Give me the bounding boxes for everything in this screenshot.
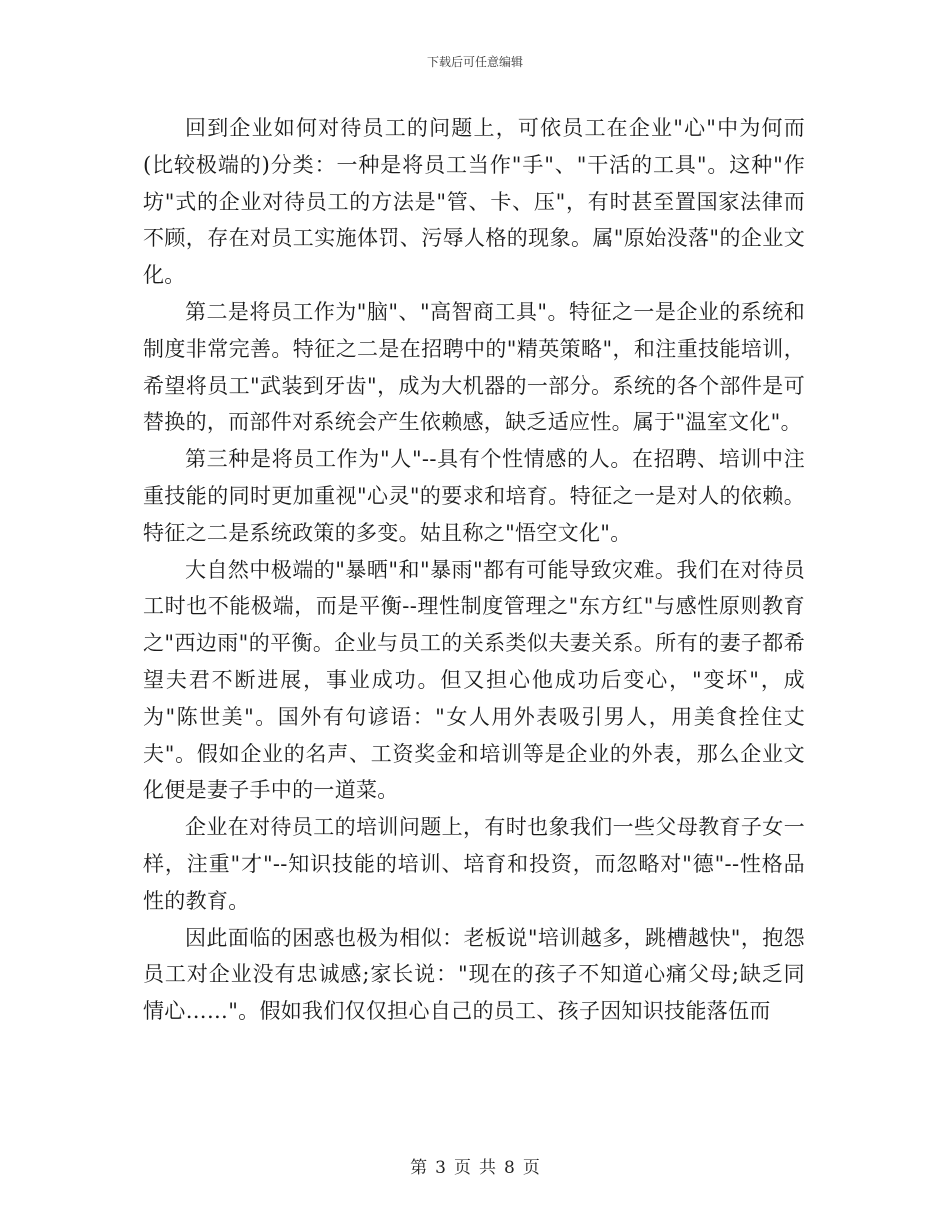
- footer-suffix: 页: [522, 1158, 540, 1178]
- document-body: [143, 110, 805, 1030]
- paragraph-3: 第三种是将员工作为"人"--具有个性情感的人。在招聘、培训中注重技能的同时更加重视"心灵"的要求和培育。特征之一是对人的依赖。特征之二是系统政策的多变。姑且称之"悟空文化"。: [143, 447, 805, 545]
- paragraph-1: 回到企业如何对待员工的问题上，可依员工在企业"心"中为何而(比较极端的)分类：一种是将员工当作"手"、"干活的工具"。这种"作坊"式的企业对待员工的方法是"管、卡、压"，有时甚至置国家法律而不顾，存在对员工实施体罚、污辱人格的现象。属"原始没落"的企业文化。: [143, 116, 805, 288]
- total-pages-number: 8: [504, 1158, 515, 1178]
- footer-total-word: 共: [479, 1158, 496, 1178]
- paragraph-2: 第二是将员工作为"脑"、"高智商工具"。特征之一是企业的系统和制度非常完善。特征之二是在招聘中的"精英策略"，和注重技能培训，希望将员工"武装到牙齿"，成为大机器的一部分。系统的各个部件是可替换的，而部件对系统会产生依赖感，缺乏适应性。属于"温室文化"。: [143, 299, 805, 435]
- page-footer: [0, 1153, 950, 1178]
- current-page-number: 3: [435, 1158, 446, 1178]
- footer-page-word: 页: [454, 1158, 471, 1178]
- paragraph-5: 企业在对待员工的培训问题上，有时也象我们一些父母教育子女一样，注重"才"--知识技能的培训、培育和投资，而忽略对"德"--性格品性的教育。: [143, 815, 805, 913]
- footer-prefix: 第: [410, 1158, 428, 1178]
- header-note: 下载后可任意编辑: [426, 55, 523, 69]
- paragraph-6: 因此面临的困惑也极为相似：老板说"培训越多，跳槽越快"，抱怨员工对企业没有忠诚感;家长说："现在的孩子不知道心痛父母;缺乏同情心……"。假如我们仅仅担心自己的员工、孩子因知识技能落伍而: [143, 925, 805, 1024]
- paragraph-4: 大自然中极端的"暴晒"和"暴雨"都有可能导致灾难。我们在对待员工时也不能极端，而是平衡--理性制度管理之"东方红"与感性原则教育之"西边雨"的平衡。企业与员工的关系类似夫妻关系。所有的妻子都希望夫君不断进展，事业成功。但又担心他成功后变心，"变坏"，成为"陈世美"。国外有句谚语："女人用外表吸引男人，用美食拴住丈夫"。假如企业的名声、工资奖金和培训等是企业的外表，那么企业文化便是妻子手中的一道菜。: [143, 557, 805, 803]
